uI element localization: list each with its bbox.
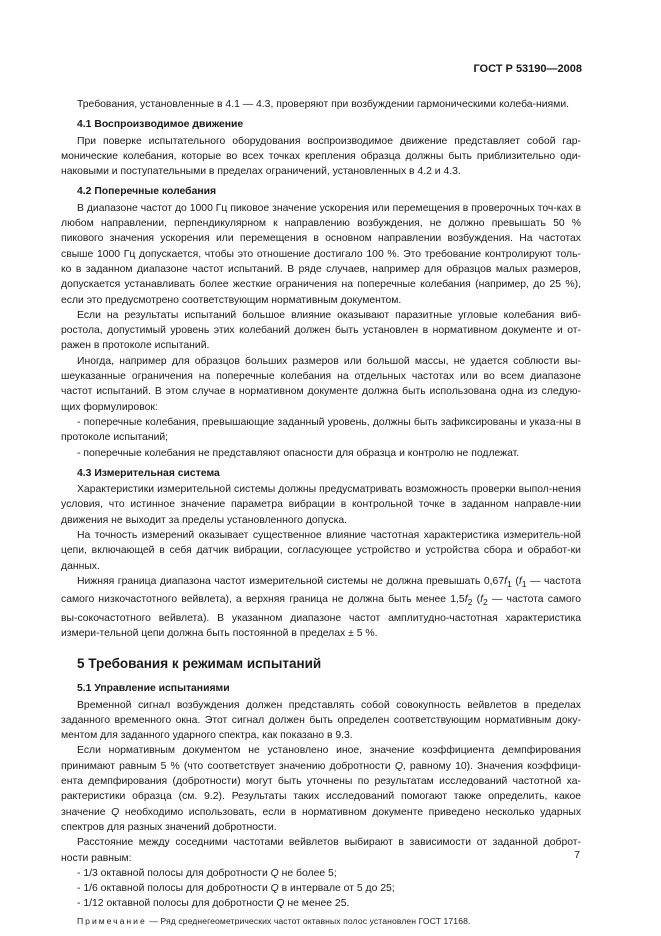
section-4-3-heading: 4.3 Измерительная система <box>77 467 220 479</box>
paragraph: Расстояние между соседними частотами вейвлетов выбирают в зависимости от заданной доброт-ности равным: <box>61 837 581 864</box>
note: Примечание — Ряд среднегеометрических частот октавных полос установлен ГОСТ 17168. <box>77 915 471 926</box>
paragraph: Характеристики измерительной системы должны предусматривать возможность проверки выпол-нения условия, что истинное значение параметра вибрации в контрольной точке в заданном направле-нии движения не выходит за пределы установленного допуска. <box>61 484 581 526</box>
section-5-heading: 5 Требования к режимам испытаний <box>77 656 322 672</box>
paragraph: Временной сигнал возбуждения должен представлять собой совокупность вейвлетов в пределах заданного временного окна. Этот сигнал должен быть определен соответствующим нормативным доку-ментом для заданного ударного спектра, как показано в 9.3. <box>61 699 581 742</box>
intro-paragraph: Требования, установленные в 4.1 — 4.3, проверяют при возбуждении гармоническими колеба-ниями. <box>77 99 570 110</box>
paragraph-frequency-range: Нижняя граница диапазона частот измерительной системы не должна превышать $0,67f_1$ ($f_1$ — частота самого низкочастотного вейвлета), а верхняя граница не должна быть менее $1,5f_2$ ($f_2$ — частота самого вы-сокочастотного вейвлета). В указанном диапазоне частот амплитудно-частотная характеристика измери-тельной цепи должна быть постоянной в пределах ± 5 %. <box>61 575 582 639</box>
paragraph: Если на результаты испытаний большое влияние оказывают паразитные угловые колебания виб-ростола, допустимый уровень этих колебаний должен быть установлен в нормативном документе и от-ражен в протоколе испытаний. <box>61 309 581 352</box>
paragraph: Иногда, например для образцов больших размеров или большой массы, не удается соблюсти вы-шеуказанные ограничения на поперечные колебания на отдельных частотах или во всем диапазоне частот испытаний. В этом случае в нормативном документе должна быть использована одна из следую-щих формулировок: <box>61 355 581 413</box>
page-number: 7 <box>574 850 580 861</box>
list-item: - поперечные колебания, превышающие заданный уровень, должны быть зафиксированы и указа-ны в протоколе испытаний; <box>61 416 581 444</box>
paragraph: При поверке испытательного оборудования воспроизводимое движение представляет собой гар-монические колебания, которые во всех точках крепления образца должны быть приблизительно оди-наковыми и поступательными в пределах ограничений, установленных в 4.2 и 4.3. <box>61 135 581 178</box>
paragraph: В диапазоне частот до 1000 Гц пиковое значение ускорения или перемещения в проверочных точ-ках в любом направлении, перпендикулярном к направлению возбуждения, не должно превышать 50 % пикового значения ускорения или перемещения в основном направлении возбуждения. На частотах свыше 1000 Гц допускается, чтобы это отношение достигало 100 %. Это требование контролируют толь-ко в заданном диапазоне частот испытаний. В ряде случаев, например для образцов малых размеров, допускается устанавливать более жесткие ограничения на поперечные колебания (например, до 25 %), если это предусмотрено соответствующим нормативным документом. <box>61 202 581 306</box>
document-body <box>61 97 581 928</box>
section-4-2-heading: 4.2 Поперечные колебания <box>77 186 217 198</box>
list-item: - 1/6 октавной полосы для добротности Q в интервале от 5 до 25; <box>77 883 395 895</box>
section-4-1-heading: 4.1 Воспроизводимое движение <box>77 119 244 131</box>
list-item: - поперечные колебания не представляют опасности для образца и контролю не подлежат. <box>77 447 520 459</box>
section-5-1-heading: 5.1 Управление испытаниями <box>77 683 230 695</box>
list-item: - 1/3 октавной полосы для добротности Q не более 5; <box>77 867 337 879</box>
list-item: - 1/12 октавной полосы для добротности Q не менее 25. <box>77 898 350 910</box>
paragraph: На точность измерений оказывает существенное влияние частотная характеристика измеритель-ной цепи, включающей в себя датчик вибрации, согласующее устройство и устройства сбора и обработ-ки данных. <box>61 530 581 572</box>
standard-number: ГОСТ Р 53190—2008 <box>473 63 582 75</box>
paragraph-damping: Если нормативным документом не установлено иное, значение коэффициента демпфирования принимают равным 5 % (что соответствует значению добротности Q, равному 10). Значения коэффици-ента демпфирования (добротности) могут быть уточнены по результатам исследований частотной ха-рактеристики образца (см. 9.2). Результаты таких исследований помогают также определить, какое значение Q необходимо использовать, если в нормативном документе приведено несколько ударных спектров для разных значений добротности. <box>61 745 582 833</box>
